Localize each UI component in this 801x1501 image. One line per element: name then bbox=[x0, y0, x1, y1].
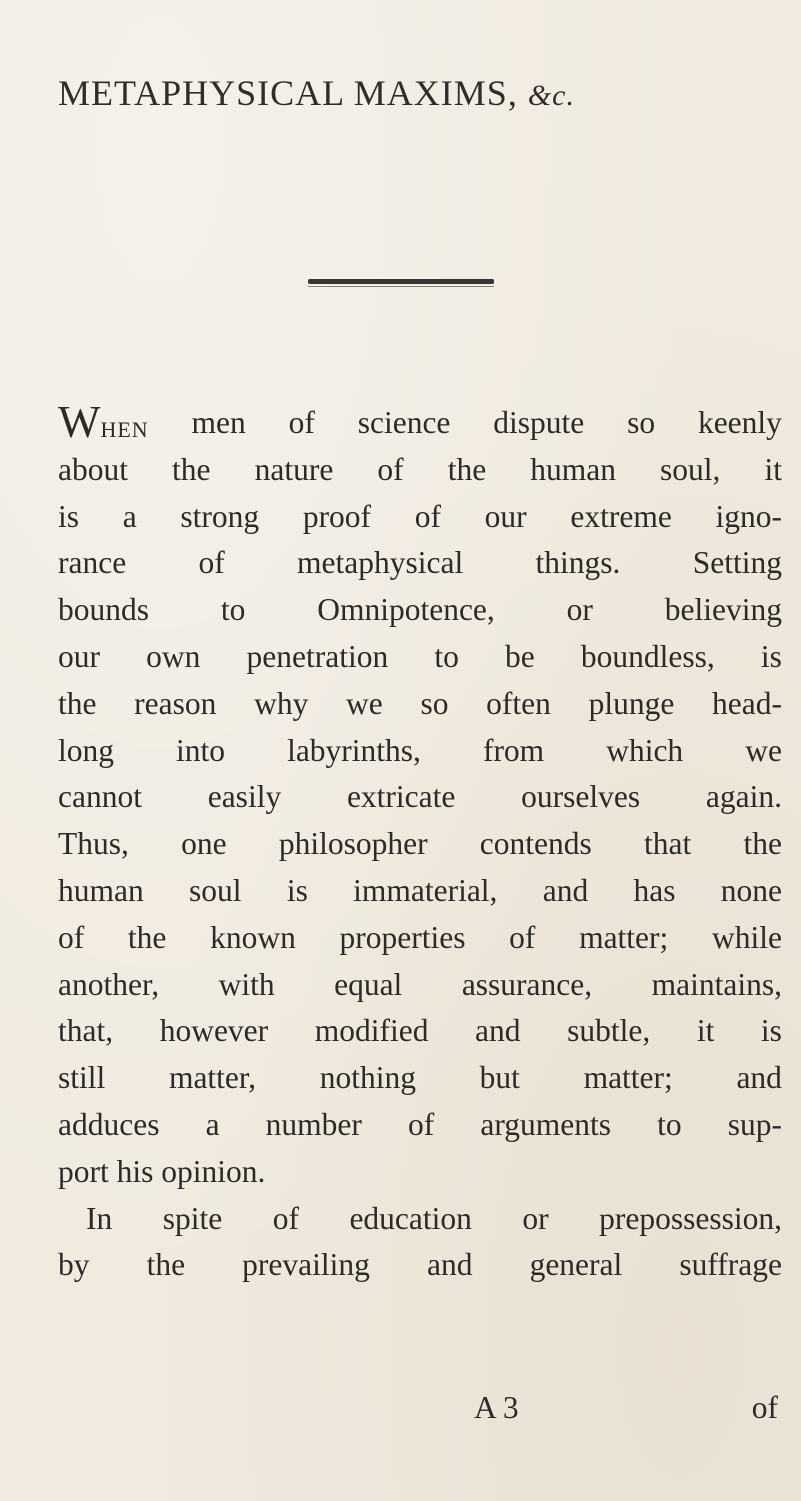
ornamental-rule-underline bbox=[308, 286, 494, 287]
text-line: In spite of education or prepossession, bbox=[86, 1200, 782, 1236]
running-head bbox=[58, 72, 778, 114]
catchword: of bbox=[751, 1390, 778, 1425]
text-line: rance of metaphysical things. Setting bbox=[58, 545, 782, 581]
first-line-word: so bbox=[627, 405, 656, 440]
running-head-title: METAPHYSICAL MAXIMS, bbox=[58, 73, 518, 113]
text-line: is a strong proof of our extreme igno- bbox=[58, 498, 782, 534]
first-line bbox=[58, 397, 782, 447]
first-line-word: of bbox=[288, 405, 315, 440]
drop-cap: W bbox=[58, 397, 101, 447]
paragraph-1 bbox=[58, 447, 782, 1196]
text-line: long into labyrinths, from which we bbox=[58, 732, 782, 768]
signature-mark: A 3 bbox=[474, 1390, 519, 1425]
text-line: cannot easily extricate ourselves again. bbox=[58, 779, 782, 815]
text-line: about the nature of the human soul, it bbox=[58, 451, 782, 487]
text-line: the reason why we so often plunge head- bbox=[58, 685, 782, 721]
text-line: Thus, one philosopher contends that the bbox=[58, 826, 782, 862]
small-caps: HEN bbox=[100, 417, 149, 442]
paragraph-2 bbox=[58, 1196, 782, 1290]
first-line-word: men bbox=[191, 405, 246, 440]
text-line: by the prevailing and general suffrage bbox=[58, 1247, 782, 1283]
text-line: that, however modified and subtle, it is bbox=[58, 1013, 782, 1049]
text-line: of the known properties of matter; while bbox=[58, 919, 782, 955]
text-line: our own penetration to be boundless, is bbox=[58, 638, 782, 674]
first-line-word: science bbox=[357, 405, 451, 440]
text-line: still matter, nothing but matter; and bbox=[58, 1060, 782, 1096]
ornamental-rule bbox=[308, 279, 494, 284]
first-line-word: dispute bbox=[493, 405, 585, 440]
text-line: bounds to Omnipotence, or believing bbox=[58, 592, 782, 628]
text-line: another, with equal assurance, maintains, bbox=[58, 966, 782, 1002]
text-line: port his opinion. bbox=[58, 1153, 266, 1189]
body-text bbox=[58, 397, 782, 1289]
first-line-word: keenly bbox=[697, 405, 782, 440]
text-line: adduces a number of arguments to sup- bbox=[58, 1106, 782, 1142]
running-head-etc: &c. bbox=[527, 79, 575, 112]
page-footer bbox=[58, 1385, 782, 1431]
text-line: human soul is immaterial, and has none bbox=[58, 872, 782, 908]
